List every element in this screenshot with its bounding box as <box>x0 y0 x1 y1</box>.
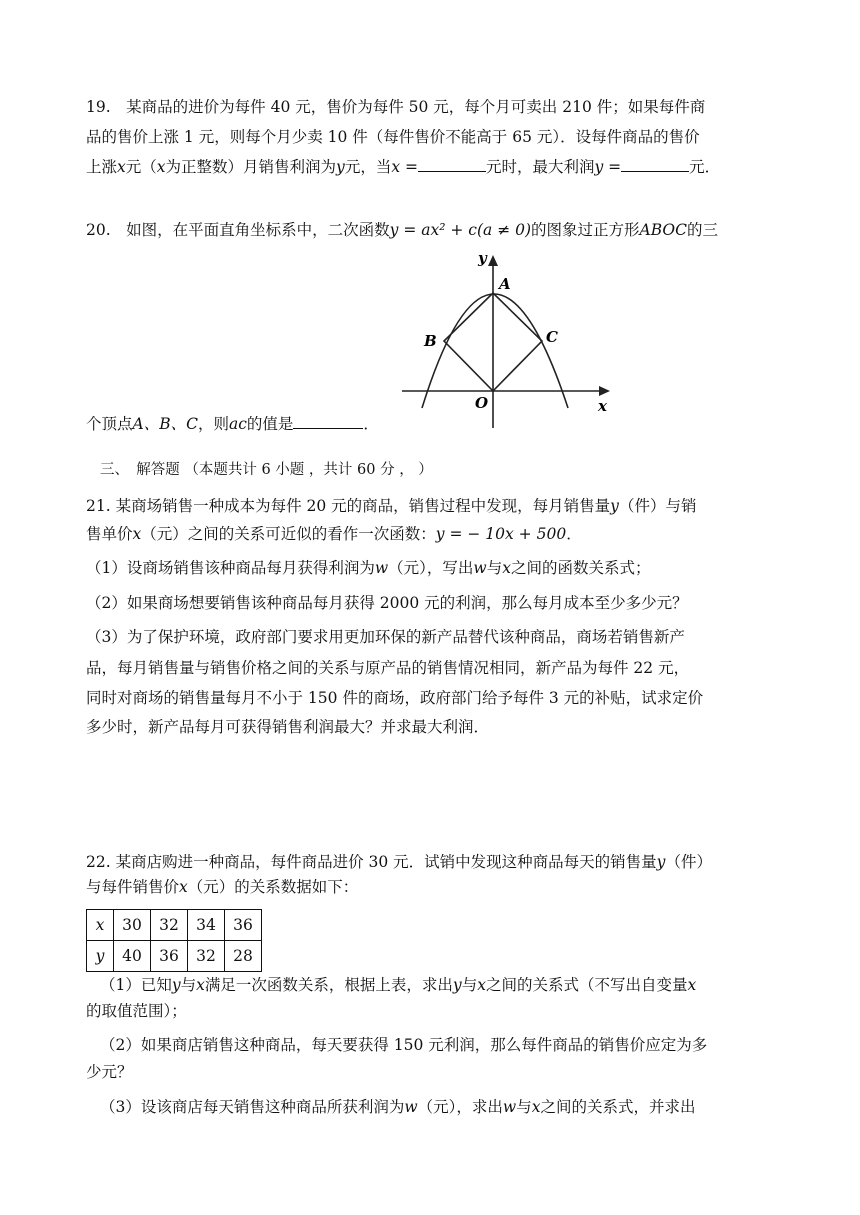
answer-blank-price[interactable] <box>418 157 486 172</box>
label-x-axis: x <box>598 397 607 415</box>
q22-text-p1d: 与 <box>461 976 478 994</box>
q21-line-2 <box>86 523 582 545</box>
math-var-y: y <box>610 497 619 515</box>
q22-line-2 <box>86 876 358 898</box>
table-cell: 32 <box>188 941 225 972</box>
q22-text-1b: （件） <box>665 853 712 871</box>
math-var-w: w <box>374 559 389 577</box>
q21-part-3-line-4 <box>86 716 489 738</box>
label-point-a: A <box>499 275 511 293</box>
q21-text-1b: （件）与销 <box>618 497 697 515</box>
section-title: 三、 解答题 （本题共计 6 小题 ，共计 60 分 ， ） <box>100 462 433 478</box>
q21-text-p3-2: 品，每月销售量与销售价格之间的关系与原产品的销售情况相同，新产品为每件 22 元， <box>86 659 690 677</box>
math-var-x: x <box>156 158 166 176</box>
table-cell: 40 <box>114 941 151 972</box>
q19-text-3c: 为正整数）月销售利润为 <box>165 158 337 176</box>
q22-part-2-line-2 <box>86 1061 133 1083</box>
q21-text-p3-3: 同时对商场的销售量每月不小于 150 件的商场，政府部门给予每件 3 元的补贴，试求定价 <box>86 689 704 707</box>
q21-text-p1c: 与 <box>486 559 503 577</box>
q21-text-p3-4: 多少时，新产品每月可获得销售利润最大？并求最大利润． <box>86 718 490 736</box>
q22-line-1 <box>86 851 712 873</box>
label-origin: O <box>475 394 489 412</box>
math-var-y: y <box>452 976 462 994</box>
q22-part-3-line-1 <box>100 1096 695 1118</box>
label-y-axis: y <box>478 250 487 267</box>
q21-part-3-line-2 <box>86 657 689 679</box>
x-axis-arrow <box>599 386 610 396</box>
math-eq-x: x = <box>391 158 418 176</box>
math-square-name: ABOC <box>639 221 687 239</box>
q22-part-1-line-2 <box>86 1000 187 1022</box>
q19-text-3e: 元时，最大利润 <box>485 158 595 176</box>
q22-text-p3d: 之间的关系式，并求出 <box>540 1098 696 1116</box>
math-var-y: y <box>656 853 666 871</box>
label-point-c: C <box>546 328 558 346</box>
q22-text-p3b: （元），求出 <box>417 1098 503 1116</box>
q22-text-p1a: （1）已知 <box>100 976 172 994</box>
answer-blank-ac[interactable] <box>293 414 363 429</box>
table-cell: 36 <box>225 910 262 941</box>
math-var-x: x <box>132 525 142 543</box>
q22-text-p1b: 与 <box>180 976 197 994</box>
q19-text-1: 19. 某商品的进价为每件 40 元，售价为每件 50 元，每个月可卖出 210 件；如果每件商 <box>86 98 706 116</box>
math-var-x: x <box>531 1098 541 1116</box>
table-cell: 36 <box>151 941 188 972</box>
q22-text-2b: （元）的关系数据如下： <box>187 878 359 896</box>
q21-text-2b: （元）之间的关系可近似的看作一次函数： <box>141 525 436 543</box>
q19-line-2 <box>86 126 700 148</box>
q21-text-1a: 21. 某商场销售一种成本为每件 20 元的商品，销售过程中发现，每月销售量 <box>86 497 611 515</box>
answer-blank-profit[interactable] <box>621 157 689 172</box>
q22-text-p3c: 与 <box>516 1098 532 1116</box>
table-cell: 30 <box>114 910 151 941</box>
q21-text-2c: ． <box>566 525 582 543</box>
q19-text-3b: 元（ <box>125 158 157 176</box>
table-cell: y <box>87 941 114 972</box>
parabola-square-figure <box>398 250 618 435</box>
q20-text-2c: 的值是 <box>246 415 294 433</box>
math-var-x: x <box>117 158 126 176</box>
q22-text-p2-1: （2）如果商店销售这种商品，每天要获得 150 元利润，那么每件商品的销售价应定为多 <box>100 1036 708 1054</box>
q20-line-2 <box>86 413 379 435</box>
q21-part-1 <box>86 557 650 579</box>
table-cell: 34 <box>188 910 225 941</box>
q20-text-1c: 的三 <box>686 221 718 239</box>
math-var-x: x <box>687 976 697 994</box>
math-linear-function: y = − 10x + 500 <box>435 525 567 543</box>
q19-text-3d: 元，当 <box>344 158 392 176</box>
q22-text-1a: 22. 某商店购进一种商品，每件商品进价 30 元．试销中发现这种商品每天的销售量 <box>86 853 657 871</box>
math-var-w: w <box>502 1098 517 1116</box>
q22-text-p2-2: 少元？ <box>86 1063 133 1081</box>
q22-text-p3a: （3）设该商店每天销售这种商品所获利润为 <box>100 1098 405 1116</box>
math-var-x: x <box>477 976 486 994</box>
q19-text-3f: 元． <box>689 158 721 176</box>
math-var-y: y <box>171 976 181 994</box>
section-heading <box>100 459 433 481</box>
q20-text-2d: ． <box>363 415 379 433</box>
q20-line-1 <box>86 219 718 241</box>
q22-text-p1e: 之间的关系式（不写出自变量 <box>485 976 688 994</box>
math-ac: ac <box>228 415 247 433</box>
q21-line-1 <box>86 495 696 517</box>
label-point-b: B <box>424 332 437 350</box>
table-row-y <box>87 941 262 972</box>
q21-part-3-line-3 <box>86 687 703 709</box>
q19-line-1 <box>86 96 705 118</box>
q22-text-2a: 与每件销售价 <box>86 878 180 896</box>
q21-part-3-line-1 <box>86 626 685 648</box>
math-var-x: x <box>502 559 511 577</box>
math-var-w: w <box>473 559 487 577</box>
q20-text-2b: ，则 <box>197 415 229 433</box>
table-cell: 32 <box>151 910 188 941</box>
y-axis-arrow <box>488 255 498 266</box>
q19-line-3 <box>86 156 720 178</box>
q22-text-p1c: 满足一次函数关系，根据上表，求出 <box>204 976 453 994</box>
math-points: A、B、C <box>132 415 198 433</box>
q20-text-2a: 个顶点 <box>86 415 133 433</box>
table-cell: x <box>87 910 114 941</box>
q21-text-2a: 售单价 <box>86 525 133 543</box>
math-var-x: x <box>196 976 205 994</box>
q22-part-2-line-1 <box>100 1034 707 1056</box>
q19-text-2: 品的售价上涨 1 元，则每个月少卖 10 件（每件售价不能高于 65 元）．设每件商品的售价 <box>86 128 700 146</box>
q21-text-p1a: （1）设商场销售该种商品每月获得利润为 <box>86 559 375 577</box>
math-var-y: y <box>336 158 345 176</box>
math-quadratic: y = ax² + c(a ≠ 0) <box>389 221 532 239</box>
q20-text-1a: 20. 如图，在平面直角坐标系中，二次函数 <box>86 221 390 239</box>
q21-text-p2: （2）如果商场想要销售该种商品每月获得 2000 元的利润，那么每月成本至少多少元？ <box>86 594 688 612</box>
math-eq-y: y = <box>594 158 622 176</box>
q22-part-1-line-1 <box>100 974 696 996</box>
q19-text-3a: 上涨 <box>86 158 118 176</box>
q22-text-p1-2: 的取值范围）； <box>86 1002 187 1020</box>
math-var-w: w <box>404 1098 418 1116</box>
q21-part-2 <box>86 592 688 614</box>
table-row-x <box>87 910 262 941</box>
q21-text-p1d: 之间的函数关系式； <box>510 559 651 577</box>
q21-text-p1b: （元），写出 <box>388 559 474 577</box>
data-table <box>86 909 262 972</box>
q20-text-1b: 的图象过正方形 <box>531 221 640 239</box>
q21-text-p3-1: （3）为了保护环境，政府部门要求用更加环保的新产品替代该种商品，商场若销售新产 <box>86 628 685 646</box>
math-var-x: x <box>179 878 188 896</box>
table-cell: 28 <box>225 941 262 972</box>
